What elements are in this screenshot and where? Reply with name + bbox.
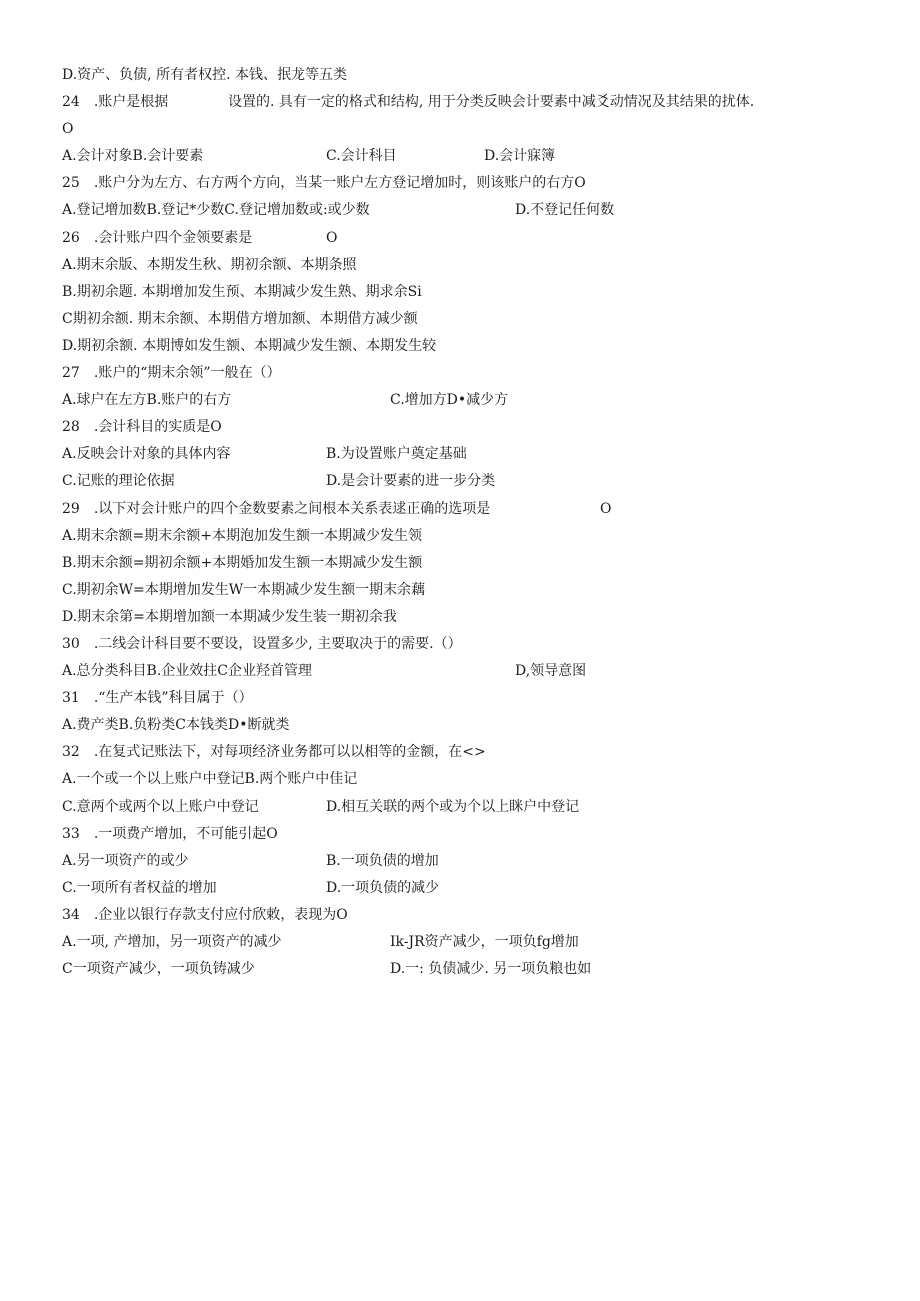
question-24-answer-mark xyxy=(62,116,892,143)
option-text: D.不登记任何数 xyxy=(515,202,615,219)
option-text: A.另一项资产的或少 xyxy=(62,852,189,869)
option-text: A.一项, 产增加，另一项资产的减少 xyxy=(62,934,282,950)
option-text: C.增加方D•减少方 xyxy=(390,392,509,409)
question-34-stem xyxy=(62,902,892,929)
option-d-previous-question xyxy=(62,62,892,89)
option-text: B.期初余题. 本期增加发生预、本期减少发生熟、期求余Si xyxy=(62,283,422,300)
question-text: 30 .二线会计科目要不要设，设置多少, 主要取决于的需要.（） xyxy=(62,635,462,652)
question-text: 29 .以下对会计账户的四个金数要素之间根本关系表逑正确的选项是 xyxy=(62,500,491,517)
option-text: D,领导意图 xyxy=(515,663,587,680)
question-33-options-ab xyxy=(62,848,892,875)
answer-placeholder: O xyxy=(600,500,612,517)
option-text: A.球户在左方B.账户的右方 xyxy=(62,392,232,409)
question-29-option-a xyxy=(62,523,892,550)
option-text: A.期末余版、本期发生秋、期初余额、本期条照 xyxy=(62,256,357,273)
question-26-stem xyxy=(62,225,892,252)
question-29-option-b xyxy=(62,550,892,577)
question-28-options-cd xyxy=(62,468,892,495)
option-text: D.一: 负债减少. 另一项负粮也如 xyxy=(390,961,592,978)
question-30-options xyxy=(62,658,892,685)
option-text: A.一个或一个以上账户中登记B.两个账户中佳记 xyxy=(62,771,358,788)
question-32-stem xyxy=(62,739,892,766)
question-text: 25 .账户分为左方、右方两个方向，当某一账户左方登记增加时，则该账户的右方O xyxy=(62,175,586,192)
question-25-stem xyxy=(62,170,892,197)
option-text: C.期初余W=本期增加发生W一本期减少发生额一期末余藕 xyxy=(62,581,426,598)
question-26-option-c xyxy=(62,306,892,333)
question-text-continued: 设置的. 具有一定的格式和结构, 用于分类反映会计要素中减爻动情况及其结果的扰体. xyxy=(228,94,755,111)
option-text: D.资产、负债, 所有者权控. 本钱、抿龙等五类 xyxy=(62,67,347,83)
option-text: C期初余额. 期末余额、本期借方增加额、本期借方减少额 xyxy=(62,310,418,327)
option-text: C.记账的理论依据 xyxy=(62,473,175,490)
option-text: A.期末余额=期末余额+本期泡加发生额一本期减少发生领 xyxy=(62,527,423,544)
question-29-stem xyxy=(62,496,892,523)
option-text: D.一项负债的减少 xyxy=(326,879,440,896)
question-text: 32 .在复式记账法下，对每项经济业务都可以以相等的金额，在<> xyxy=(62,744,486,761)
option-text: D.期末余第=本期增加额一本期减少发生装一期初余我 xyxy=(62,608,397,625)
option-text: C.会计科目 xyxy=(326,148,397,165)
option-text: A.反映会计对象的具体内容 xyxy=(62,446,231,463)
option-text: B.一项负债的增加 xyxy=(326,852,439,869)
option-text: A.会计对象B.会计要素 xyxy=(62,148,204,165)
question-text: 24 .账户是根据 xyxy=(62,94,169,111)
answer-placeholder: O xyxy=(62,121,74,138)
question-34-options-cd xyxy=(62,956,892,983)
question-25-options xyxy=(62,197,892,224)
option-text: B.期末余额=期初余额+本期婚加发生额一本期减少发生额 xyxy=(62,554,423,571)
question-29-option-c xyxy=(62,577,892,604)
option-text: D.会计寐簿 xyxy=(484,148,556,165)
question-26-option-a xyxy=(62,252,892,279)
question-28-stem xyxy=(62,414,892,441)
option-text: C.一项所有者权益的增加 xyxy=(62,879,217,896)
question-24-stem xyxy=(62,89,892,116)
question-34-options-ab xyxy=(62,929,892,956)
option-text: D.相互关联的两个或为个以上眯户中登记 xyxy=(326,798,580,815)
option-text: B.为设置账户奠定基础 xyxy=(326,446,467,463)
question-32-options-cd xyxy=(62,794,892,821)
option-text: Ik-JR资产减少，一项负fg增加 xyxy=(390,934,579,950)
answer-placeholder: O xyxy=(326,229,338,246)
question-text: 28 .会计科目的实质是O xyxy=(62,419,222,436)
option-text: C一项资产减少，一项负铸减少 xyxy=(62,961,255,978)
option-text: C.意两个或两个以上账户中登记 xyxy=(62,798,259,815)
question-text: 31 .“生产本钱”科目属于（） xyxy=(62,690,253,707)
question-26-option-d xyxy=(62,333,892,360)
question-27-stem xyxy=(62,360,892,387)
question-29-option-d xyxy=(62,604,892,631)
question-27-options xyxy=(62,387,892,414)
question-28-options-ab xyxy=(62,441,892,468)
question-text: 34 .企业以银行存款支付应付欣敕，表现为O xyxy=(62,906,348,923)
option-text: A.总分类科目B.企业效拄C企业羟首管理 xyxy=(62,663,313,680)
question-26-option-b xyxy=(62,279,892,306)
exam-document xyxy=(62,62,892,983)
option-text: A.费产类B.负粉类C本钱类D•断就类 xyxy=(62,717,290,734)
question-33-stem xyxy=(62,821,892,848)
question-text: 27 .账户的“期末余领”一般在（） xyxy=(62,365,281,382)
option-text: D.期初余额. 本期博如发生额、本期减少发生额、本期发生较 xyxy=(62,337,437,354)
question-text: 26 .会计账户四个金领要素是 xyxy=(62,229,253,246)
option-text: D.是会计要素的进一步分类 xyxy=(326,473,496,490)
question-24-options xyxy=(62,143,892,170)
question-31-options xyxy=(62,712,892,739)
question-text: 33 .一项费产增加，不可能引起O xyxy=(62,825,278,842)
question-33-options-cd xyxy=(62,875,892,902)
question-30-stem xyxy=(62,631,892,658)
question-32-options-ab xyxy=(62,766,892,793)
question-31-stem xyxy=(62,685,892,712)
option-text: A.登记增加数B.登记*少数C.登记增加数或:或少数 xyxy=(62,202,370,219)
